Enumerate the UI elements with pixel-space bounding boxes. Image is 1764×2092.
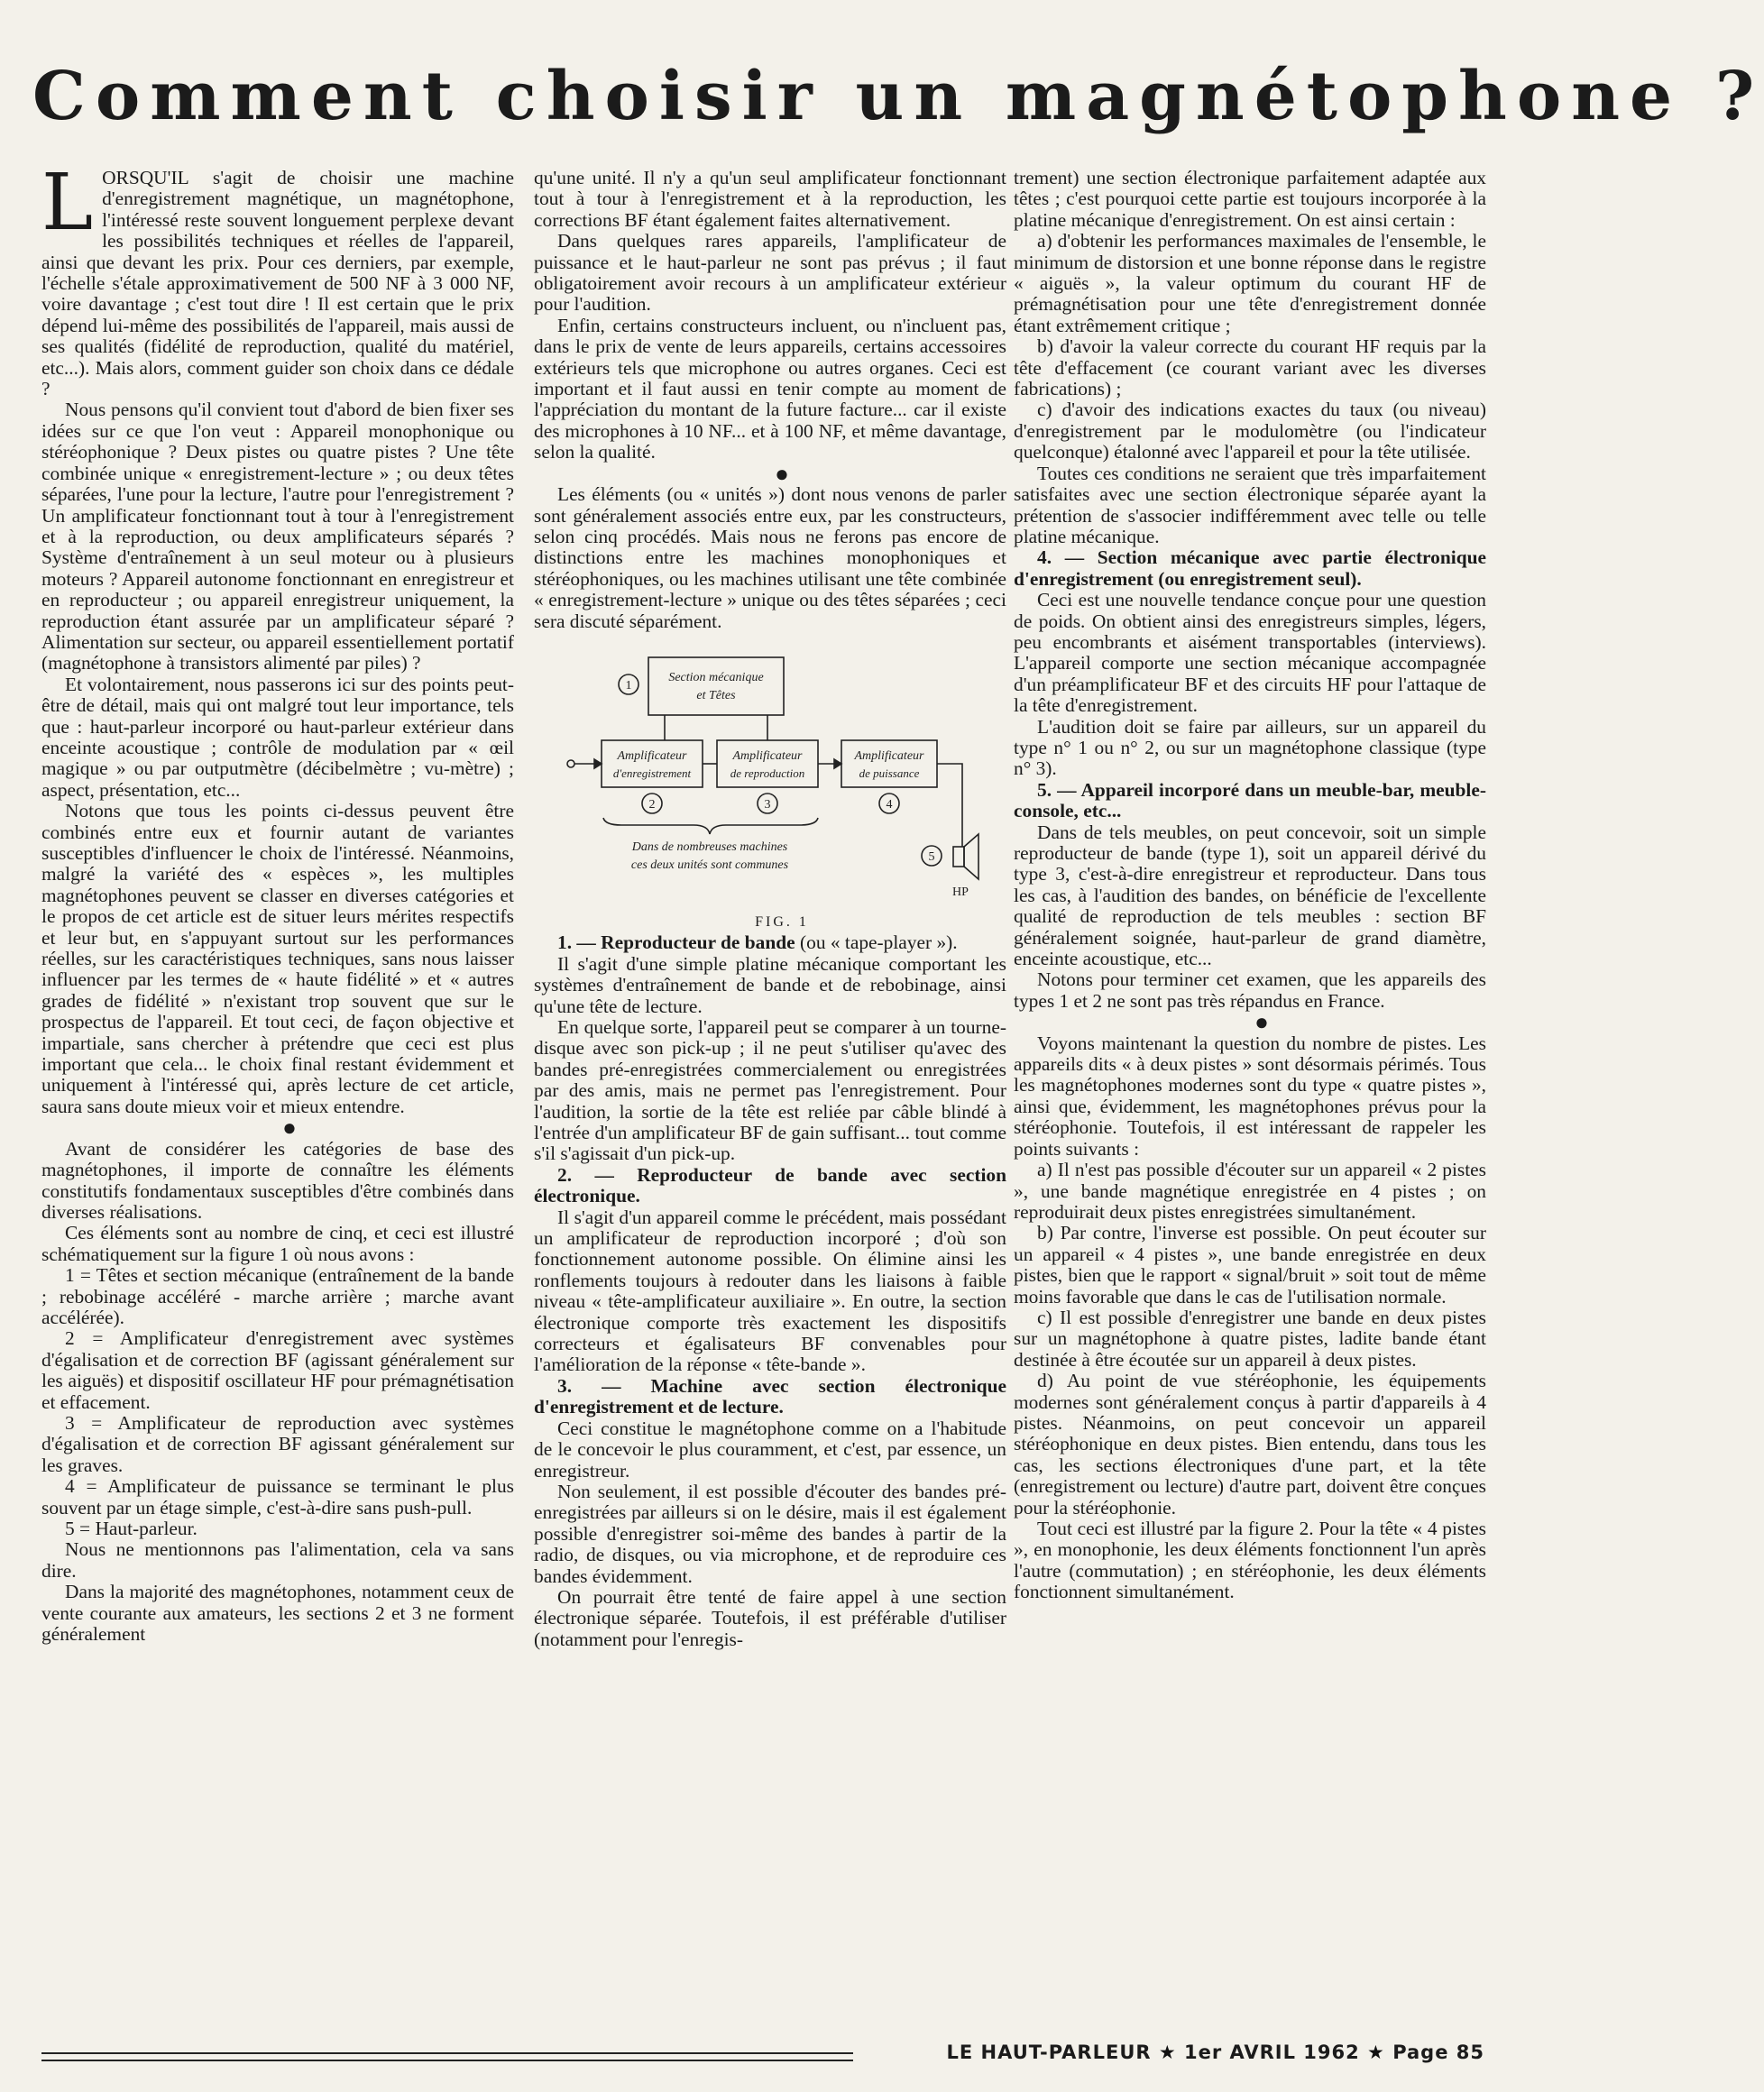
drop-cap: L (41, 158, 94, 248)
power-amplifier-box (841, 740, 937, 787)
column-1 (41, 158, 514, 1646)
box2-line1: Amplificateur (617, 748, 687, 763)
paragraph: qu'une unité. Il n'y a qu'un seul amplificateur fonctionnant tout à tour à l'enregistrement et à la reproduction, les corrections BF étant également faites alternativement. (534, 167, 1006, 231)
paragraph: 2 = Amplificateur d'enregistrement avec systèmes d'égalisation et de correction BF (agissant généralement sur les aiguës) et dispositif oscillateur HF pour prémagnétisation et effacement. (41, 1327, 514, 1413)
paragraph: On pourrait être tenté de faire appel à une section électronique séparée. Toutefois, il est préférable d'utiliser (notamment pour l'enregis- (534, 1585, 1006, 1650)
label-number-1: 1 (625, 678, 632, 693)
box1-line1: Section mécanique (668, 670, 764, 684)
figure-caption: FIG. 1 (755, 913, 809, 930)
paragraph: Tout ceci est illustré par la figure 2. Pour la tête « 4 pistes », en monophonie, les deux éléments fonctionnent l'un après l'autre (commutation) ; en stéréophonie, les deux éléments fonctionnent simultanément. (1014, 1518, 1486, 1603)
box1-line2: et Têtes (696, 688, 736, 702)
paragraph: c) d'avoir des indications exactes du taux (ou niveau) d'enregistrement par le modulomètre (ou l'indicateur quelconque) étalonné avec l'appareil et pour la tête utilisée. (1014, 399, 1486, 463)
speaker-cone (964, 834, 978, 879)
paragraph: Non seulement, il est possible d'écouter des bandes pré-enregistrées par ailleurs si on le désire, mais il est également possible d'enregistrer soi-même des bandes à partir de la radio, de disques, ou via microphone, et de reproduire ces bandes évidemment. (534, 1480, 1006, 1587)
section-heading-2: 2. — Reproducteur de bande avec section électronique. (534, 1163, 1006, 1207)
article-title: Comment choisir un magnétophone ? (32, 58, 1764, 135)
paragraph: Toutes ces conditions ne seraient que très imparfaitement satisfaites avec une section électronique séparée ayant la prétention de s'associer indifféremment avec telle ou telle platine mécanique. (1014, 462, 1486, 547)
box2-line2: d'enregistrement (612, 766, 692, 780)
paragraph: Nous ne mentionnons pas l'alimentation, cela va sans dire. (41, 1538, 514, 1582)
label-number-2: 2 (648, 797, 656, 812)
paragraph: En quelque sorte, l'appareil peut se comparer à un tourne-disque avec son pick-up ; il ne peut s'utiliser qu'avec des bandes pré-enregistrées commercialement ou enregistrées par des amis, mais ne permet pas l'enregistrement. Pour l'audition, la sortie de la tête est reliée par câble blindé à l'entrée d'un amplificateur BF de gain suffisant... tout comme s'il s'agissait d'un pick-up. (534, 1015, 1006, 1165)
issue-date: 1er AVRIL 1962 (1184, 2042, 1360, 2063)
paragraph: Enfin, certains constructeurs incluent, ou n'incluent pas, dans le prix de vente de leurs appareils, certains accessoires extérieurs tels que microphone ou autres organes. Ceci est important et il faut aussi en tenir compte au moment de l'appréciation du montant de la future facture... car il existe des microphones à 10 NF... et à 100 NF, et même davantage, selon la qualité. (534, 314, 1006, 463)
paragraph: LORSQU'IL s'agit de choisir une machine d'enregistrement magnétique, un magnétophone, l'intéressé reste souvent longuement perplexe devant les possibilités techniques et réelles de l'appareil, ainsi que devant les prix. Pour ces derniers, par exemple, l'échelle s'étale approximativement de 500 NF à 3 000 NF, voire davantage ; c'est tout dire ! Il est certain que le prix dépend lui-même des possibilités de l'appareil, mais aussi de ses qualités (fidélité de reproduction, qualité du matériel, etc...). Mais alors, comment guider son choix dans ce dédale ? (41, 158, 514, 400)
box3-line2: de reproduction (730, 766, 805, 780)
input-terminal (567, 760, 574, 767)
paragraph: Il s'agit d'une simple platine mécanique comportant les systèmes d'entraînement de bande et de rebobinage, ainsi qu'une tête de lecture. (534, 952, 1006, 1017)
brace (603, 818, 818, 834)
playback-amplifier-box (717, 740, 818, 787)
speaker-label: HP (952, 885, 969, 899)
column-3 (1014, 168, 1486, 1603)
paragraph: 5 = Haut-parleur. (65, 1518, 198, 1539)
page-number: Page 85 (1392, 2042, 1484, 2063)
arrow-head (594, 759, 602, 768)
paragraph: Notons que tous les points ci-dessus peuvent être combinés entre eux et fournir autant de variantes susceptibles d'influencer le choix de l'intéressé. Néanmoins, malgré la variété des « espèces », les multiples magnétophones peuvent se classer en diverses catégories et le propos de cet article est de situer leurs mérites respectifs et leur but, en s'appuyant surtout sur les performances réelles, sur les caractéristiques techniques, sans nous laisser influencer par les termes de « haute fidélité » et « autres grades de fidélité » n'existant trop souvent que sur le prospectus de l'appareil. Et tout ceci, de façon objective et impartiale, sans chercher à prétendre que ceci est plus important que cela... le choix final restant évidemment et uniquement à l'intéressé qui, après lecture de cet article, saura sans doute mieux voir et mieux entendre. (41, 800, 514, 1117)
journal-name: LE HAUT-PARLEUR (946, 2042, 1152, 2063)
paragraph: Voyons maintenant la question du nombre de pistes. Les appareils dits « à deux pistes » sont désormais périmés. Tous les magnétophones modernes sont du type « quatre pistes », ainsi que, évidemment, les magnétophones prévus pour la stéréophonie. Toutefois, il est intéressant de rappeler les points suivants : (1014, 1032, 1486, 1160)
star-icon: ★ (1367, 2042, 1385, 2063)
paragraph: b) Par contre, l'inverse est possible. On peut écouter sur un appareil « 4 pistes », une bande enregistrée en deux pistes, bien que le rapport « signal/bruit » soit tout de même moins favorable que dans le cas de l'utilisation normale. (1014, 1222, 1486, 1308)
arrow-head (834, 759, 841, 768)
label-number-5: 5 (928, 849, 935, 864)
footer-text (933, 2042, 1484, 2063)
section-heading-4: 4. — Section mécanique avec partie électronique d'enregistrement (ou enregistrement seul). (1014, 546, 1486, 590)
section-separator: ● (1254, 1009, 1269, 1036)
section-separator: ● (282, 1115, 297, 1142)
paragraph: Les éléments (ou « unités ») dont nous venons de parler sont généralement associés entre eux, par les constructeurs, selon cinq procédés. Mais nous ne ferons pas encore de distinctions entre les machines monophoniques et stéréophoniques, ou les machines utilisant une tête combinée « enregistrement-lecture » unique ou des têtes séparées ; ceci sera discuté séparément. (534, 483, 1006, 632)
paragraph: trement) une section électronique parfaitement adaptée aux têtes ; c'est pourquoi cette partie est toujours incorporée à la platine mécanique d'enregistrement. On est ainsi certain : (1014, 167, 1486, 231)
box4-line2: de puissance (859, 766, 920, 780)
paragraph: L'audition doit se faire par ailleurs, sur un appareil du type n° 1 ou n° 2, ou sur un magnétophone classique (type n° 3). (1014, 715, 1486, 780)
paragraph: Ces éléments sont au nombre de cinq, et ceci est illustré schématiquement sur la figure 1 où nous avons : (41, 1222, 514, 1265)
paragraph: Dans de tels meubles, on peut concevoir, soit un simple reproducteur de bande (type 1), soit un appareil dérivé du type 3, c'est-à-dire enregistreur et reproducteur. Dans tous les cas, à l'audition des bandes, on bénéficie de l'excellente qualité de reproduction de tels meubles : section BF généralement soignée, haut-parleur de grand diamètre, enceinte acoustique, etc... (1014, 821, 1486, 970)
page-footer (41, 2040, 1484, 2070)
speaker-magnet (953, 847, 964, 867)
paragraph: 1 = Têtes et section mécanique (entraînement de la bande ; rebobinage accéléré - marche arrière ; marche avant accélérée). (41, 1264, 514, 1328)
paragraph: Dans quelques rares appareils, l'amplificateur de puissance et le haut-parleur ne sont pas prévus ; il faut obligatoirement avoir recours à un amplificateur extérieur pour l'audition. (534, 230, 1006, 316)
section-heading-1: 1. — Reproducteur de bande (ou « tape-player »). (557, 931, 958, 954)
figure-note-line2: ces deux unités sont communes (630, 858, 789, 872)
box3-line1: Amplificateur (732, 748, 803, 763)
mechanical-section-box (648, 657, 784, 715)
paragraph: c) Il est possible d'enregistrer une bande en deux pistes sur un magnétophone à quatre pistes, ladite bande étant destinée à être écoutée sur un appareil à deux pistes. (1014, 1306, 1486, 1371)
paragraph: Notons pour terminer cet examen, que les appareils des types 1 et 2 ne sont pas très répandus en France. (1014, 968, 1486, 1012)
figure-1-diagram (558, 641, 982, 912)
output-line (937, 764, 962, 847)
paragraph: b) d'avoir la valeur correcte du courant HF requis par la tête d'effacement (ce courant variant avec les diverses fabrications) ; (1014, 335, 1486, 400)
paragraph: Et volontairement, nous passerons ici sur des points peut-être de détail, mais qui ont malgré tout leur importance, tels que : haut-parleur incorporé ou haut-parleur extérieur dans enceinte acoustique ; contrôle de modulation par « œil magique » ou par outputmètre (décibelmètre ; vu-mètre) ; aspect, présentation, etc... (41, 673, 514, 801)
paragraph: a) d'obtenir les performances maximales de l'ensemble, le minimum de distorsion et une bonne réponse dans le registre « aiguës », la valeur optimum du courant HF de prémagnétisation pour une tête d'enregistrement donnée étant extrêmement critique ; (1014, 230, 1486, 336)
star-icon: ★ (1158, 2042, 1177, 2063)
section-heading-5: 5. — Appareil incorporé dans un meuble-bar, meuble-console, etc... (1014, 778, 1486, 822)
paragraph: Ceci est une nouvelle tendance conçue pour une question de poids. On obtient ainsi des enregistreurs simples, légers, peu encombrants et aisément transportables (interviews). L'appareil comporte une section mécanique accompagnée d'un préamplificateur BF et des circuits HF pour l'attaque de la tête d'enregistrement. (1014, 589, 1486, 717)
figure-note-line1: Dans de nombreuses machines (631, 840, 788, 854)
recording-amplifier-box (602, 740, 703, 787)
paragraph: Il s'agit d'un appareil comme le précédent, mais possédant un amplificateur de reproduction incorporé ; d'où son fonctionnement autonome possible. On élimine ainsi les ronflements toujours à redouter dans les liaisons à faible niveau « tête-amplificateur auxiliaire ». En outre, la section électronique comporte très exactement les dispositifs correcteurs et égalisateurs BF convenables pour l'amélioration de la réponse « tête-bande ». (534, 1206, 1006, 1376)
paragraph: Ceci constitue le magnétophone comme on a l'habitude de le concevoir le plus couramment, et c'est, par essence, un enregistreur. (534, 1417, 1006, 1482)
paragraph: d) Au point de vue stéréophonie, les équipements modernes sont généralement conçus à partir d'appareils à 4 pistes. Néanmoins, on peut concevoir un appareil stéréophonique en deux pistes. Bien entendu, dans tous les cas, les sections électroniques d'une part, et la tête (enregistrement ou lecture) d'autre part, doivent être conçues pour la stéréophonie. (1014, 1370, 1486, 1519)
paragraph: Nous pensons qu'il convient tout d'abord de bien fixer ses idées sur ce que l'on veut : Appareil monophonique ou stéréophonique ? Deux pistes ou quatre pistes ? Une tête combinée unique « enregistrement-lecture » ; ou deux têtes séparées, l'une pour la lecture, l'autre pour l'enregistrement ? Un amplificateur fonctionnant tout à tour à l'enregistrement et à la reproduction, ou deux amplificateurs séparés ? Système d'entraînement à un seul moteur ou à plusieurs moteurs ? Appareil autonome fonctionnant en enregistreur et en reproducteur ; ou appareil enregistreur uniquement, la reproduction étant assurée par un amplificateur séparé ? Alimentation sur secteur, ou appareil essentiellement portatif (magnétophone à transistors alimenté par piles) ? (41, 399, 514, 674)
paragraph: 4 = Amplificateur de puissance se terminant le plus souvent par un étage simple, c'est-à-dire sans push-pull. (41, 1475, 514, 1519)
section-heading-3: 3. — Machine avec section électronique d'enregistrement et de lecture. (534, 1374, 1006, 1418)
paragraph: Avant de considérer les catégories de base des magnétophones, il importe de connaître les éléments constitutifs fondamentaux susceptibles d'être combinés dans diverses réalisations. (41, 1137, 514, 1223)
label-number-4: 4 (886, 797, 893, 812)
label-number-3: 3 (764, 797, 771, 812)
box4-line1: Amplificateur (854, 748, 924, 763)
footer-rule (41, 2052, 853, 2061)
paragraph: a) Il n'est pas possible d'écouter sur un appareil « 2 pistes », une bande magnétique enregistrée en 4 pistes ; on reproduirait deux pistes enregistrées simultanément. (1014, 1159, 1486, 1223)
column-2 (534, 168, 1006, 1650)
paragraph: Dans la majorité des magnétophones, notamment ceux de vente courante aux amateurs, les sections 2 et 3 ne forment généralement (41, 1581, 514, 1646)
section-separator: ● (775, 460, 789, 487)
paragraph: 3 = Amplificateur de reproduction avec systèmes d'égalisation et de correction BF agissant généralement sur les graves. (41, 1411, 514, 1476)
